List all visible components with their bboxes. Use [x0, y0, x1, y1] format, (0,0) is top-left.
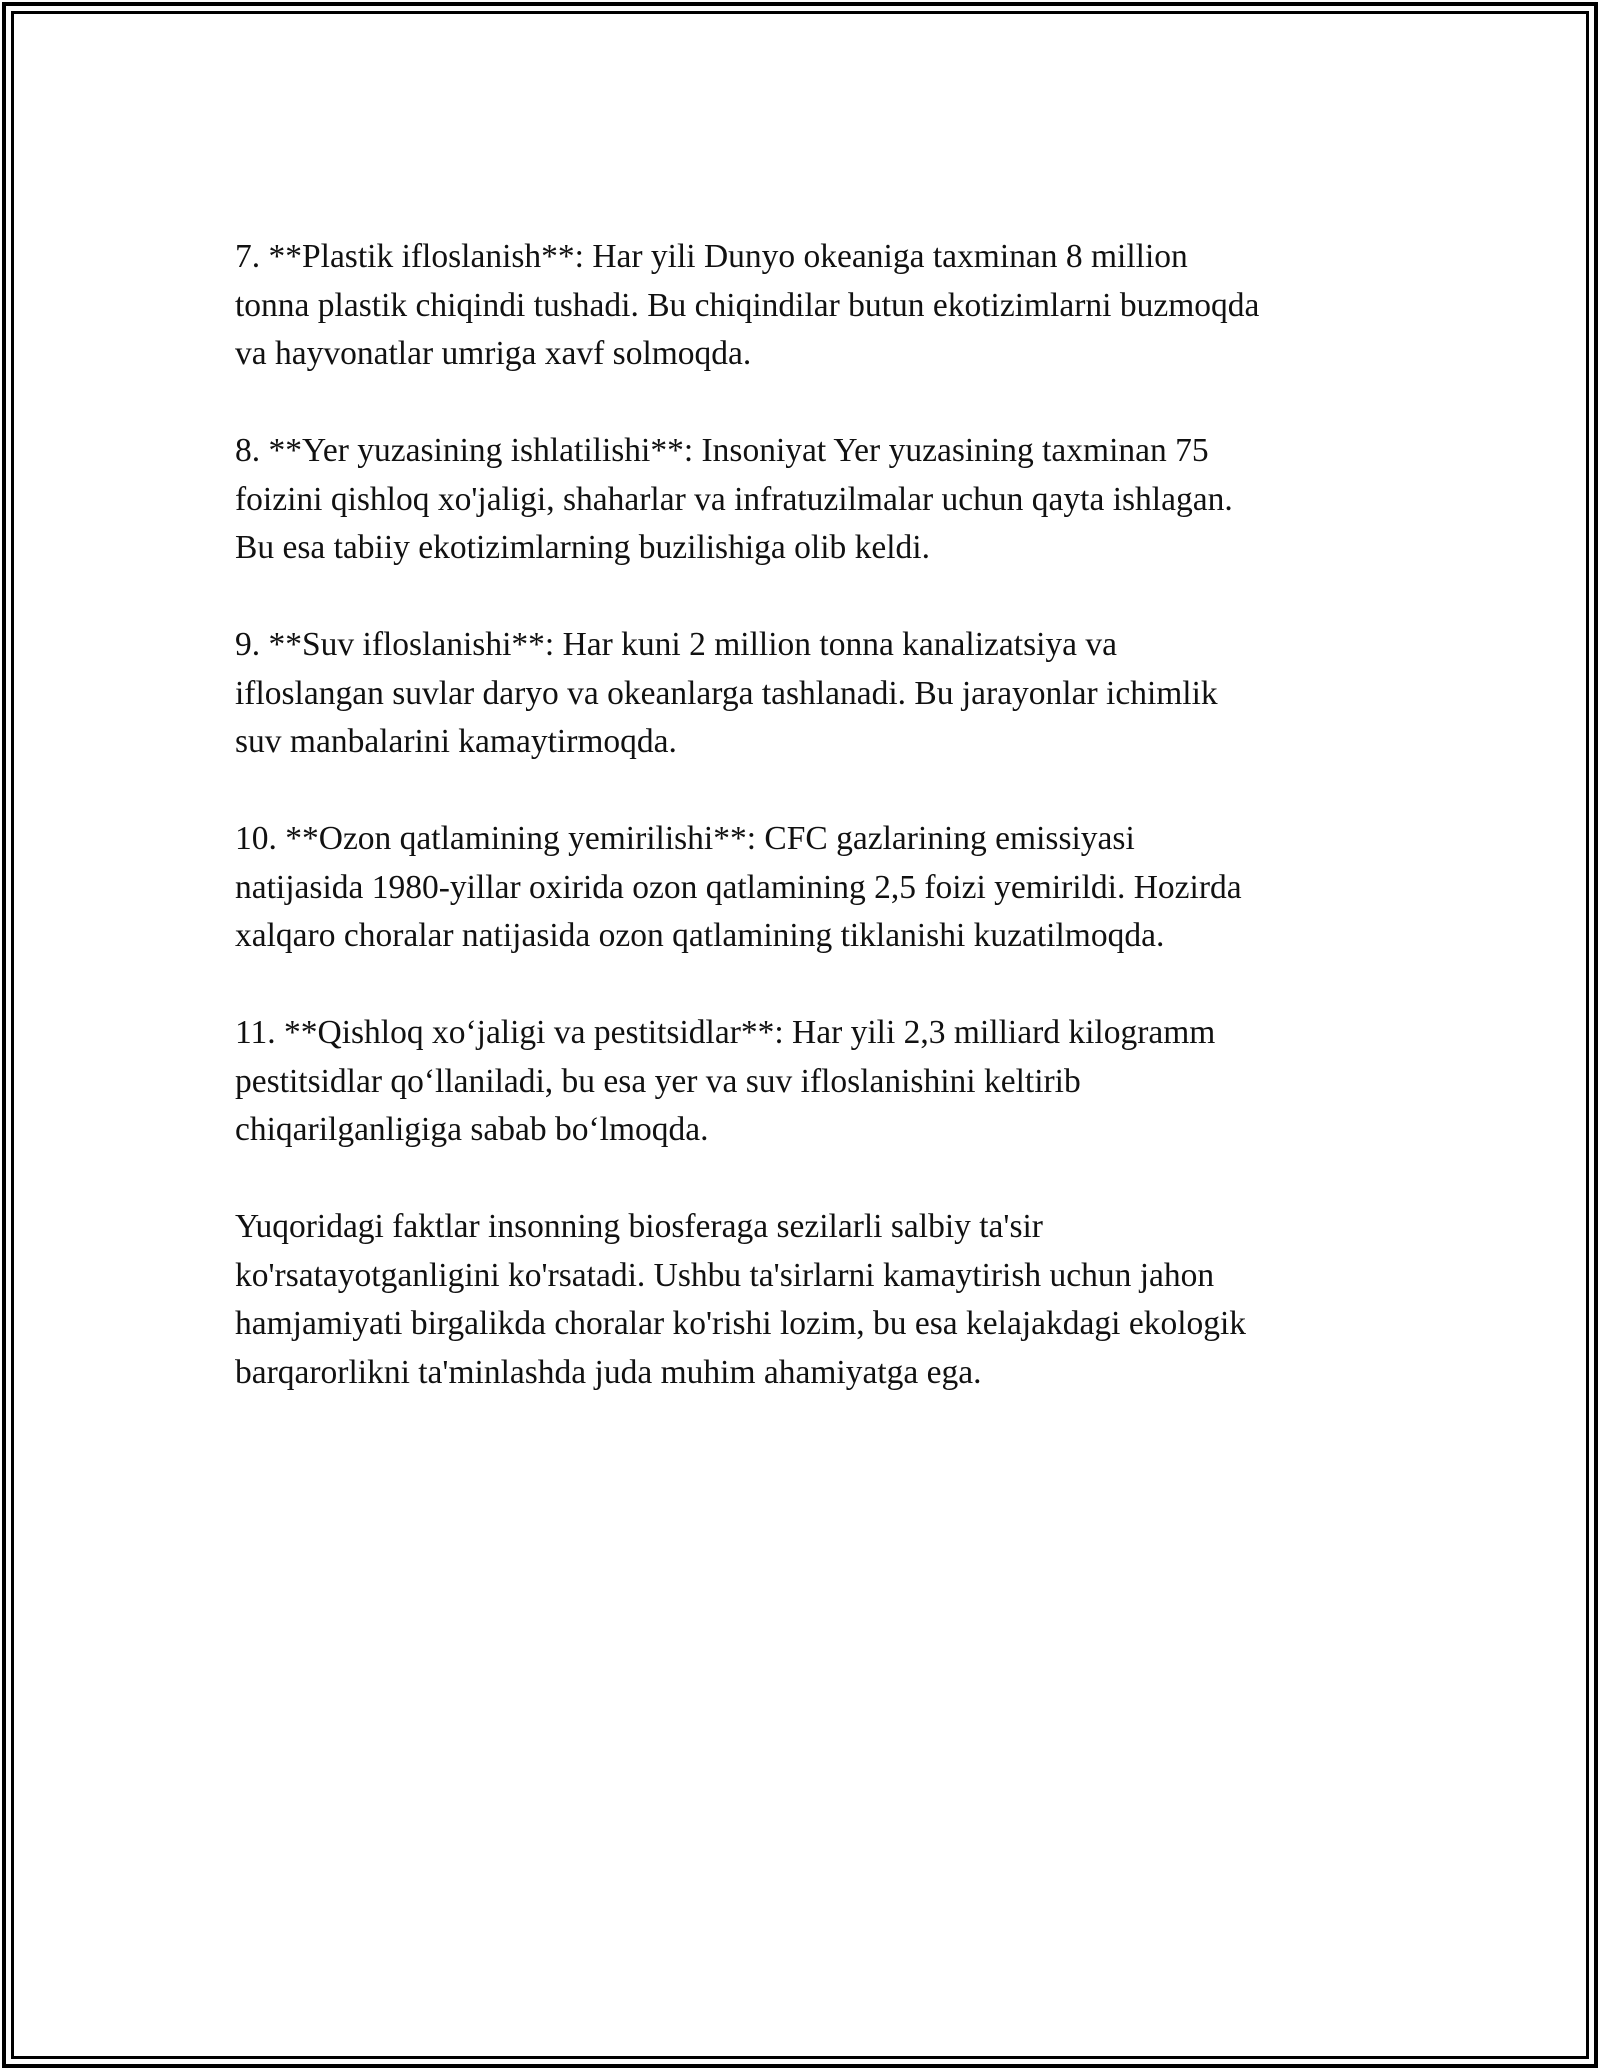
paragraph-conclusion: Yuqoridagi faktlar insonning biosferaga sezilarli salbiy ta'sir ko'rsatayotganligini ko'rsatadi. Ushbu ta'sirlarni kamaytirish uchun jahon hamjamiyati birgalikda choralar ko'rishi lozim, bu esa kelajakdagi ekologik barqarorlikni ta'minlashda juda muhim ahamiyatga ega. — [235, 1208, 1247, 1391]
paragraph-agriculture-pesticides: 11. **Qishloq xo‘jaligi va pestitsidlar**: Har yili 2,3 milliard kilogramm pestitsidlar qo‘llaniladi, bu esa yer va suv ifloslanishini keltirib chiqarilganligiga sabab bo‘lmoqda. — [235, 1014, 1216, 1148]
paragraph-land-use: 8. **Yer yuzasining ishlatilishi**: Insoniyat Yer yuzasining taxminan 75 foizini qishloq xo'jaligi, shaharlar va infratuzilmalar uchun qayta ishlagan. Bu esa tabiiy ekotizimlarning buzilishiga olib keldi. — [235, 432, 1233, 566]
document-body — [235, 233, 1385, 1446]
paragraph-ozone-depletion: 10. **Ozon qatlamining yemirilishi**: CFC gazlarining emissiyasi natijasida 1980-yillar oxirida ozon qatlamining 2,5 foizi yemirildi. Hozirda xalqaro choralar natijasida ozon qatlamining tiklanishi kuzatilmoqda. — [235, 820, 1242, 954]
paragraph-water-pollution: 9. **Suv ifloslanishi**: Har kuni 2 million tonna kanalizatsiya va ifloslangan suvlar daryo va okeanlarga tashlanadi. Bu jarayonlar ichimlik suv manbalarini kamaytirmoqda. — [235, 626, 1218, 760]
paragraph-plastic-pollution: 7. **Plastik ifloslanish**: Har yili Dunyo okeaniga taxminan 8 million tonna plastik chiqindi tushadi. Bu chiqindilar butun ekotizimlarni buzmoqda va hayvonatlar umriga xavf solmoqda. — [235, 238, 1260, 372]
